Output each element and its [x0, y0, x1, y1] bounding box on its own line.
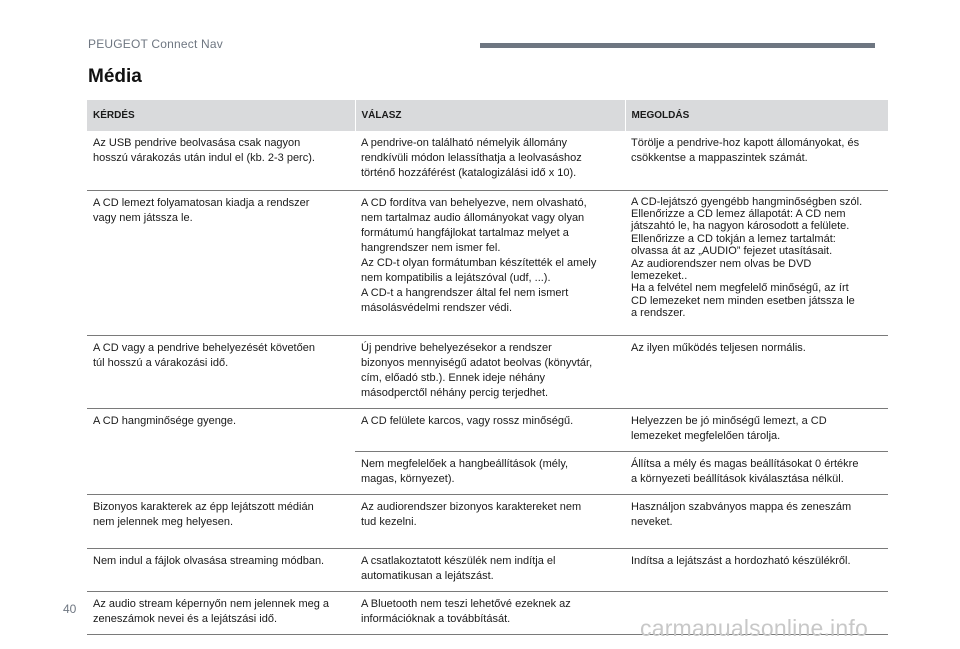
header-bar [480, 43, 875, 48]
faq-table [87, 100, 888, 635]
question-cell: Bizonyos karakterek az épp lejátszott médián nem jelennek meg helyesen. [87, 494, 355, 548]
answer-cell: Új pendrive behelyezésekor a rendszer bizonyos mennyiségű adatot beolvas (könyvtár, cím, előadó stb.). Ennek ideje néhány másodperctől néhány percig terjedhet. [355, 335, 625, 408]
table-row [87, 131, 888, 190]
answer-cell: A CD felülete karcos, vagy rossz minőségű. [355, 408, 625, 451]
solution-cell: Állítsa a mély és magas beállításokat 0 értékre a környezeti beállítások kiválasztása nélkül. [625, 451, 888, 494]
question-cell: A CD vagy a pendrive behelyezését követően túl hosszú a várakozási idő. [87, 335, 355, 408]
header-brand: PEUGEOT Connect Nav [88, 37, 223, 51]
column-header-question: KÉRDÉS [87, 100, 355, 131]
page-title: Média [88, 66, 142, 87]
table-row [87, 548, 888, 591]
table-row [87, 335, 888, 408]
watermark: carmanualsonline.info [640, 615, 868, 641]
answer-cell: A Bluetooth nem teszi lehetővé ezeknek az információknak a továbbítását. [355, 591, 625, 634]
table-row [87, 190, 888, 335]
answer-cell: A CD fordítva van behelyezve, nem olvasható, nem tartalmaz audio állományokat vagy olyan formátumú hangfájlokat tartalmaz melyet a hangrendszer nem ismer fel. Az CD-t olyan formátumban készítették el amely nem kompatibilis a lejátszóval (udf, ...). A CD-t a hangrendszer által fel nem ismert másolásvédelmi rendszer védi. [355, 190, 625, 335]
answer-cell: A pendrive-on található némelyik állomány rendkívüli módon lelassíthatja a leolvasáshoz történő hozzáférést (katalogizálási idő x 10). [355, 131, 625, 190]
answer-cell: Nem megfelelőek a hangbeállítások (mély, magas, környezet). [355, 451, 625, 494]
table-row [87, 408, 888, 451]
solution-cell: Az ilyen működés teljesen normális. [625, 335, 888, 408]
question-cell: A CD hangminősége gyenge. [87, 408, 355, 494]
answer-cell: Az audiorendszer bizonyos karaktereket nem tud kezelni. [355, 494, 625, 548]
solution-cell: Használjon szabványos mappa és zeneszám neveket. [625, 494, 888, 548]
column-header-answer: VÁLASZ [355, 100, 625, 131]
question-cell: Az USB pendrive beolvasása csak nagyon hosszú várakozás után indul el (kb. 2-3 perc). [87, 131, 355, 190]
solution-cell: Törölje a pendrive-hoz kapott állományokat, és csökkentse a mappaszintek számát. [625, 131, 888, 190]
page-number: 40 [63, 602, 77, 616]
column-header-solution: MEGOLDÁS [625, 100, 888, 131]
question-cell: Nem indul a fájlok olvasása streaming módban. [87, 548, 355, 591]
question-cell: A CD lemezt folyamatosan kiadja a rendszer vagy nem játssza le. [87, 190, 355, 335]
table-header-row [87, 100, 888, 131]
question-cell: Az audio stream képernyőn nem jelennek meg a zeneszámok nevei és a lejátszási idő. [87, 591, 355, 634]
solution-cell: Helyezzen be jó minőségű lemezt, a CD lemezeket megfelelően tárolja. [625, 408, 888, 451]
solution-cell: Indítsa a lejátszást a hordozható készülékről. [625, 548, 888, 591]
table-row [87, 494, 888, 548]
solution-cell: A CD-lejátszó gyengébb hangminőségben szól. Ellenőrizze a CD lemez állapotát: A CD nem játszahtó le, ha nagyon károsodott a felülete. Ellenőrizze a CD tokján a lemez tartalmát: olvassa át az „AUDIO” fejezet utasításait. Az audiorendszer nem olvas be DVD lemezeket.. Ha a felvétel nem megfelelő minőségű, az írt CD lemezeket nem minden esetben játssza le a rendszer. [625, 190, 888, 335]
answer-cell: A csatlakoztatott készülék nem indítja el automatikusan a lejátszást. [355, 548, 625, 591]
